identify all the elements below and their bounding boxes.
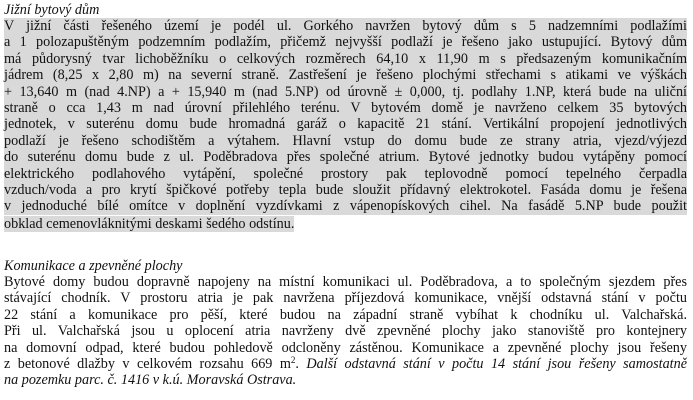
text-line-mixed [4,356,687,372]
text-line: straně o cca 1,43 m nad úrovní přilehlého terénu. V bytovém domě je navrženo celkem 35 bytových [4,99,687,116]
text-line: podlaží je řešeno schodištěm a výtahem. Hlavní vstup do domu bude ze strany atria, vjezd/výjezd [4,132,687,149]
text-line: na domovní odpad, které budou pohledově odcloněny zástěnou. Komunikace a zpevněné plochy jsou řešeny [4,339,687,356]
text-line: do suterénu domu bude z ul. Poděbradova přes společné atrium. Bytové jednotky budou vytápěny pomocí [4,149,687,166]
paragraph-roads [4,274,687,389]
text-line: Při ul. Valchařská jsou u oplocení atria navrženy dvě zpevněné plochy jako stanoviště pro kontejnery [4,323,687,340]
section-heading-roads: Komunikace a zpevněné plochy [4,258,183,274]
text-span: z betonové dlažby v celkovém rozsahu 669 m [4,355,291,372]
text-line: obklad cemenovláknitými deskami šedého odstínu. [4,215,295,232]
text-line: + 13,640 m (nad 4.NP) a + 15,940 m (nad 5.NP) od úrovně ± 0,000, tj. podlahy 1.NP, která bude na uliční [4,83,687,100]
superscript: 2 [290,354,296,365]
text-line: a 1 polozapuštěným podzemním podlažím, přičemž nejvyšší podlaží je řešeno jako ustupující. Bytový dům [4,34,687,51]
text-line: elektrického podlahového vytápění, společné prostory pak teplovodně pomocí tepelného čerpadla [4,165,687,182]
text-span: . [295,355,299,372]
text-line: stávající chodník. V prostoru atria je pak navržena příjezdová komunikace, vnější odstavná stání v počtu [4,290,687,307]
text-line: 22 stání a komunikace pro pěší, které budou na západní straně vybíhat k chodníku ul. Valchařská. [4,306,687,323]
text-line: V jižní části řešeného území je podél ul. Gorkého navržen bytový dům s 5 nadzemními podlažími [4,18,687,34]
text-line: Bytové domy budou dopravně napojeny na místní komunikaci ul. Poděbradova, a to společným sjezdem přes [4,274,687,290]
section-heading-south-building: Jižní bytový dům [4,2,100,18]
text-line: vzduch/voda a pro krytí špičkové potřeby tepla bude sloužit přídavný elektrokotel. Fasáda domu je řešena [4,181,687,198]
italic-note: Další odstavná stání v počtu 14 stání jsou řešeny samostatně [306,355,688,372]
text-line: má půdorysný tvar lichoběžníku o celkových rozměrech 64,10 x 11,90 m s předsazeným komunikačním [4,50,687,67]
text-line: jádrem (8,25 x 2,80 m) na severní straně. Zastřešení je řešeno plochými střechami s atikami ve výškách [4,67,687,84]
text-line: v jednoduché bílé omítce v doplnění vyzdívkami z vápenopískových cihel. Na fasádě 5.NP bude použit [4,198,687,215]
text-line: jednotek, v suterénu domu bude hromadná garáž o kapacitě 21 stání. Vertikální propojení jednotlivých [4,116,687,133]
paragraph-south-building [4,18,687,233]
italic-note-line: na pozemku parc. č. 1416 v k.ú. Moravská Ostrava. [4,372,297,389]
